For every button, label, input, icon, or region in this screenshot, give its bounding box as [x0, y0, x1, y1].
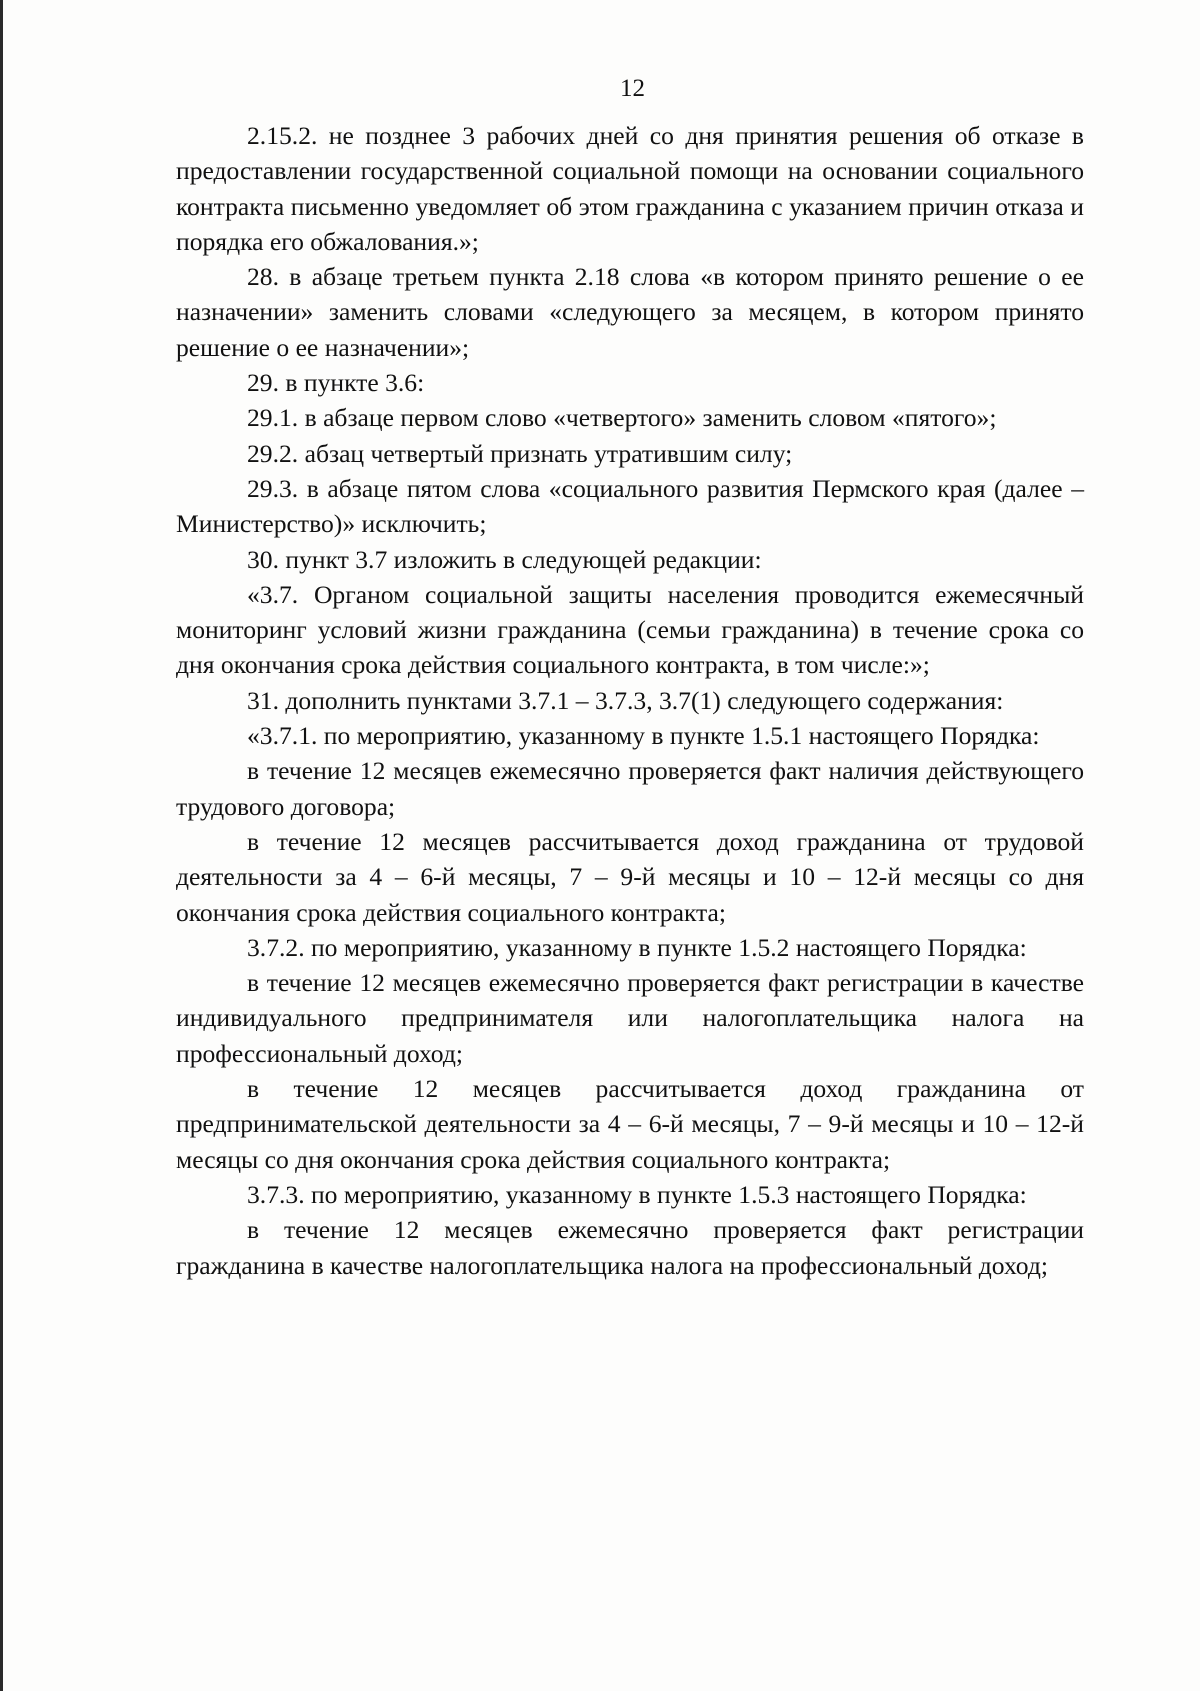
paragraph-3-7-3-a: в течение 12 месяцев ежемесячно проверяется факт регистрации гражданина в качестве налогоплательщика налога на профессиональный доход;	[176, 1215, 1084, 1280]
page-number: 12	[620, 75, 645, 102]
scan-edge	[0, 0, 3, 1691]
paragraph-31: 31. дополнить пунктами 3.7.1 – 3.7.3, 3.7(1) следующего содержания:	[247, 685, 1004, 715]
paragraph-3-7-1-a: в течение 12 месяцев ежемесячно проверяется факт наличия действующего трудового договора;	[176, 756, 1084, 821]
paragraph-29-3: 29.3. в абзаце пятом слова «социального развития Пермского края (далее – Министерство)» исключить;	[176, 473, 1084, 539]
paragraph-29-2: 29.2. абзац четвертый признать утратившим силу;	[247, 438, 793, 468]
paragraph-3-7: «3.7. Органом социальной защиты населения проводится ежемесячный мониторинг условий жизни гражданина (семьи гражданина) в течение срока со дня окончания срока действия социального контракта, в том числе:»;	[176, 579, 1084, 680]
paragraph-3-7-2-b: в течение 12 месяцев рассчитывается доход гражданина от предпринимательской деятельности за 4 – 6-й месяцы, 7 – 9-й месяцы и 10 – 12-й месяцы со дня окончания срока действия социального контракта;	[176, 1074, 1084, 1174]
paragraph-3-7-2: 3.7.2. по мероприятию, указанному в пункте 1.5.2 настоящего Порядка:	[247, 932, 1027, 962]
paragraph-3-7-1-b: в течение 12 месяцев рассчитывается доход гражданина от трудовой деятельности за 4 – 6-й месяцы, 7 – 9-й месяцы и 10 – 12-й месяцы со дня окончания срока действия социального контракта;	[176, 826, 1084, 927]
paragraph-3-7-1: «3.7.1. по мероприятию, указанному в пункте 1.5.1 настоящего Порядка:	[247, 721, 1040, 751]
paragraph-30: 30. пункт 3.7 изложить в следующей редакции:	[247, 544, 762, 574]
paragraph-29-1: 29.1. в абзаце первом слово «четвертого» заменить словом «пятого»;	[247, 403, 997, 433]
paragraph-3-7-2-a: в течение 12 месяцев ежемесячно проверяется факт регистрации в качестве индивидуального предпринимателя или налогоплательщика налога на профессиональный доход;	[176, 968, 1084, 1068]
paragraph-28: 28. в абзаце третьем пункта 2.18 слова «в котором принято решение о ее назначении» заменить словами «следующего за месяцем, в котором принято решение о ее назначении»;	[176, 262, 1084, 362]
paragraph-3-7-3: 3.7.3. по мероприятию, указанному в пункте 1.5.3 настоящего Порядка:	[247, 1179, 1027, 1209]
paragraph-29: 29. в пункте 3.6:	[247, 368, 425, 398]
paragraph-2-15-2: 2.15.2. не позднее 3 рабочих дней со дня принятия решения об отказе в предоставлении государственной социальной помощи на основании социального контракта письменно уведомляет об этом гражданина с указанием причин отказа и порядка его обжалования.»;	[176, 121, 1084, 256]
document-body	[176, 118, 1084, 1283]
